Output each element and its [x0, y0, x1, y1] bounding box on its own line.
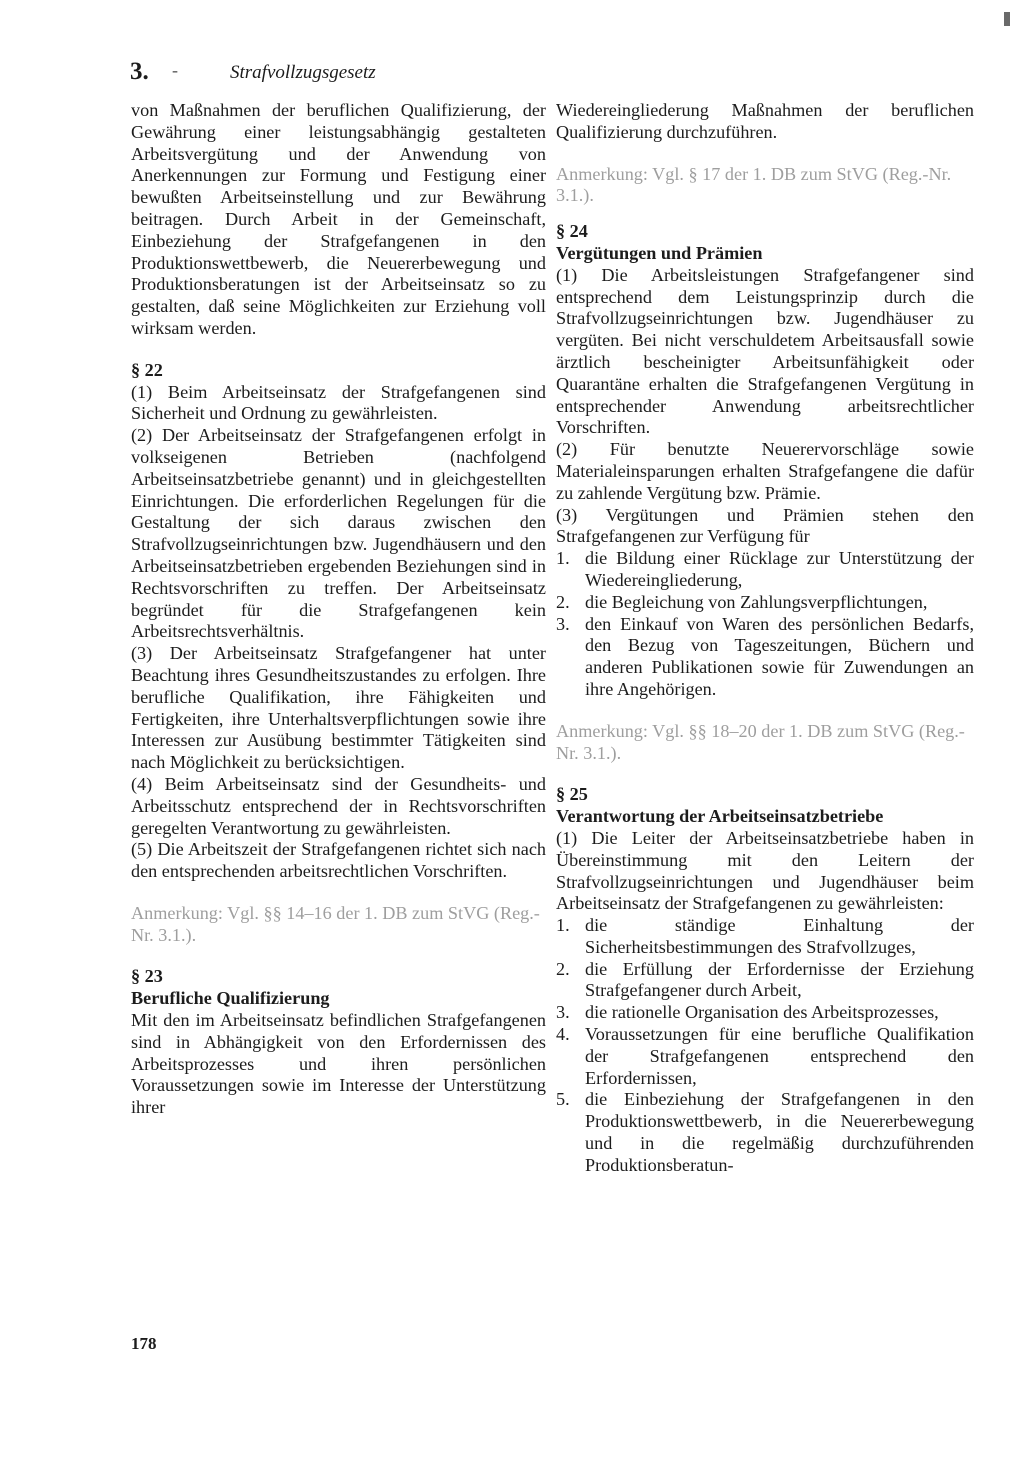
list-item-text: die Erfüllung der Erfordernisse der Erziehung Strafgefangener durch Arbeit, — [585, 958, 974, 1001]
section-24-note: Anmerkung: Vgl. §§ 18–20 der 1. DB zum StVG (Reg.-Nr. 3.1.). — [556, 720, 965, 763]
section-25-list — [556, 915, 974, 1177]
section-23-title: Berufliche Qualifizierung — [131, 988, 330, 1009]
list-item-number: 3. — [556, 613, 570, 634]
section-24-para-3: (3) Vergütungen und Prämien stehen den Strafgefangenen zur Verfügung für — [556, 504, 974, 547]
list-item-number: 5. — [556, 1089, 570, 1110]
section-25-title: Verantwortung der Arbeitseinsatzbetriebe — [556, 806, 884, 827]
list-item-text: die ständige Einhaltung der Sicherheitsbestimmungen des Strafvollzuges, — [585, 915, 974, 957]
section-22-para-4: (4) Beim Arbeitseinsatz sind der Gesundheits- und Arbeitsschutz entsprechend der in Rechtsvorschriften geregelten Verantwortung zu gewährleisten. — [131, 773, 546, 838]
intro-paragraph: von Maßnahmen der beruflichen Qualifizierung, der Gewährung einer leistungsabhängig gestalteten Arbeitsvergütung und der Anwendung von Anerkennungen zur Formung und Festigung einer bewußten Arbeitseinstellung und zur Bewährung beitragen. Durch Arbeit in der Gemeinschaft, Einbeziehung der Strafgefangenen in den Produktionswettbewerb, die Neuererbewegung und Produktionsberatungen ist der Arbeitseinsatz so zu gestalten, daß seine Möglichkeiten zur Erziehung voll wirksam werden. — [131, 100, 546, 338]
scan-mark — [1004, 12, 1010, 26]
list-item-text: die Bildung einer Rücklage zur Unterstützung der Wiedereingliederung, — [585, 548, 974, 590]
left-column — [131, 100, 546, 1119]
list-item-text: die Einbeziehung der Strafgefangenen in den Produktionswettbewerb, in die Neuererbewegung und in die regelmäßig durchzuführenden Produktionsberatun- — [585, 1089, 974, 1175]
section-22-para-1: (1) Beim Arbeitseinsatz der Strafgefangenen sind Sicherheit und Ordnung zu gewährleisten. — [131, 381, 546, 424]
list-item-text: die Begleichung von Zahlungsverpflichtungen, — [585, 591, 928, 612]
list-item — [556, 1089, 974, 1176]
section-24-list — [556, 548, 974, 701]
list-item-number: 1. — [556, 915, 570, 936]
list-item-text: die rationelle Organisation des Arbeitsprozesses, — [585, 1002, 939, 1023]
section-24-title: Vergütungen und Prämien — [556, 242, 763, 263]
list-item-text: den Einkauf von Waren des persönlichen Bedarfs, den Bezug von Tageszeitungen, Büchern und anderen Publikationen sowie für Zuwendungen an ihre Angehörigen. — [585, 613, 974, 699]
section-24-para-1: (1) Die Arbeitsleistungen Strafgefangener sind entsprechend dem Leistungsprinzip durch die Strafvollzugseinrichtungen bzw. Jugendhäuser zu vergüten. Bei nicht verschuldetem Arbeitsausfall sowie ärztlich bescheinigter Arbeitsunfähigkeit oder Quarantäne erhalten die Strafgefangenen Vergütung in entsprechender Anwendung arbeitsrechtlicher Vorschriften. — [556, 264, 974, 438]
section-25-intro: (1) Die Leiter der Arbeitseinsatzbetriebe haben in Übereinstimmung mit den Leitern der Strafvollzugseinrichtungen und Jugendhäuser beim Arbeitseinsatz der Strafgefangenen zu gewährleisten: — [556, 827, 974, 914]
section-24-para-2: (2) Für benutzte Neuerervorschläge sowie Materialeinsparungen erhalten Strafgefangene die dafür zu zahlende Vergütung bzw. Prämie. — [556, 439, 974, 503]
list-item — [556, 548, 974, 592]
right-column — [556, 100, 974, 1177]
list-item-number: 1. — [556, 548, 570, 569]
page-number: 178 — [131, 1334, 157, 1353]
list-item-number: 2. — [556, 958, 570, 979]
list-item — [556, 614, 974, 701]
section-25-number: § 25 — [556, 784, 588, 805]
section-22-note: Anmerkung: Vgl. §§ 14–16 der 1. DB zum StVG (Reg.-Nr. 3.1.). — [131, 902, 540, 945]
list-item — [556, 1024, 974, 1089]
section-23-continuation: Wiedereingliederung Maßnahmen der beruflichen Qualifizierung durchzuführen. — [556, 100, 974, 142]
section-23-text: Mit den im Arbeitseinsatz befindlichen Strafgefangenen sind in Abhängigkeit von den Erfordernissen des Arbeitsprozesses und ihren persönlichen Voraussetzungen sowie im Interesse der Unterstützung ihrer — [131, 1010, 546, 1118]
list-item-number: 2. — [556, 591, 570, 612]
running-title: Strafvollzugsgesetz — [230, 62, 376, 83]
list-item-text: Voraussetzungen für eine berufliche Qualifikation der Strafgefangenen entsprechend den Erfordernissen, — [585, 1024, 974, 1088]
section-22-para-2: (2) Der Arbeitseinsatz der Strafgefangenen erfolgt in volkseigenen Betrieben (nachfolgend Arbeitseinsatzbetriebe genannt) und in gleichgestellten Einrichtungen. Die erforderlichen Regelungen für die Gestaltung der sich daraus zwischen den Strafvollzugseinrichtungen bzw. Jugendhäusern und den Arbeitseinsatzbetrieben ergebenden Beziehungen sind in Rechtsvorschriften zu treffen. Der Arbeitseinsatz begründet für die Strafgefangenen kein Arbeitsrechtsverhältnis. — [131, 425, 546, 642]
section-22-para-5: (5) Die Arbeitszeit der Strafgefangenen richtet sich nach den entsprechenden arbeitsrechtlichen Vorschriften. — [131, 839, 546, 882]
list-item — [556, 1002, 974, 1024]
section-23-note: Anmerkung: Vgl. § 17 der 1. DB zum StVG (Reg.-Nr. 3.1.). — [556, 163, 952, 206]
section-22-para-3: (3) Der Arbeitseinsatz Strafgefangener hat unter Beachtung ihres Gesundheitszustandes zu erfolgen. Ihre berufliche Qualifikation, ihre Fähigkeiten und Fertigkeiten, ihre Unterhaltsverpflichtungen sowie ihre Interessen zur Ausübung bestimmter Tätigkeiten sind nach Möglichkeit zu berücksichtigen. — [131, 643, 546, 773]
list-item-number: 3. — [556, 1002, 570, 1023]
list-item — [556, 959, 974, 1003]
list-item — [556, 915, 974, 959]
section-24-number: § 24 — [556, 221, 588, 242]
list-item — [556, 592, 974, 614]
chapter-number: 3. — [130, 58, 149, 85]
header-dash: - — [172, 60, 178, 80]
section-22-number: § 22 — [131, 359, 163, 380]
list-item-number: 4. — [556, 1024, 570, 1045]
section-23-number: § 23 — [131, 966, 163, 987]
